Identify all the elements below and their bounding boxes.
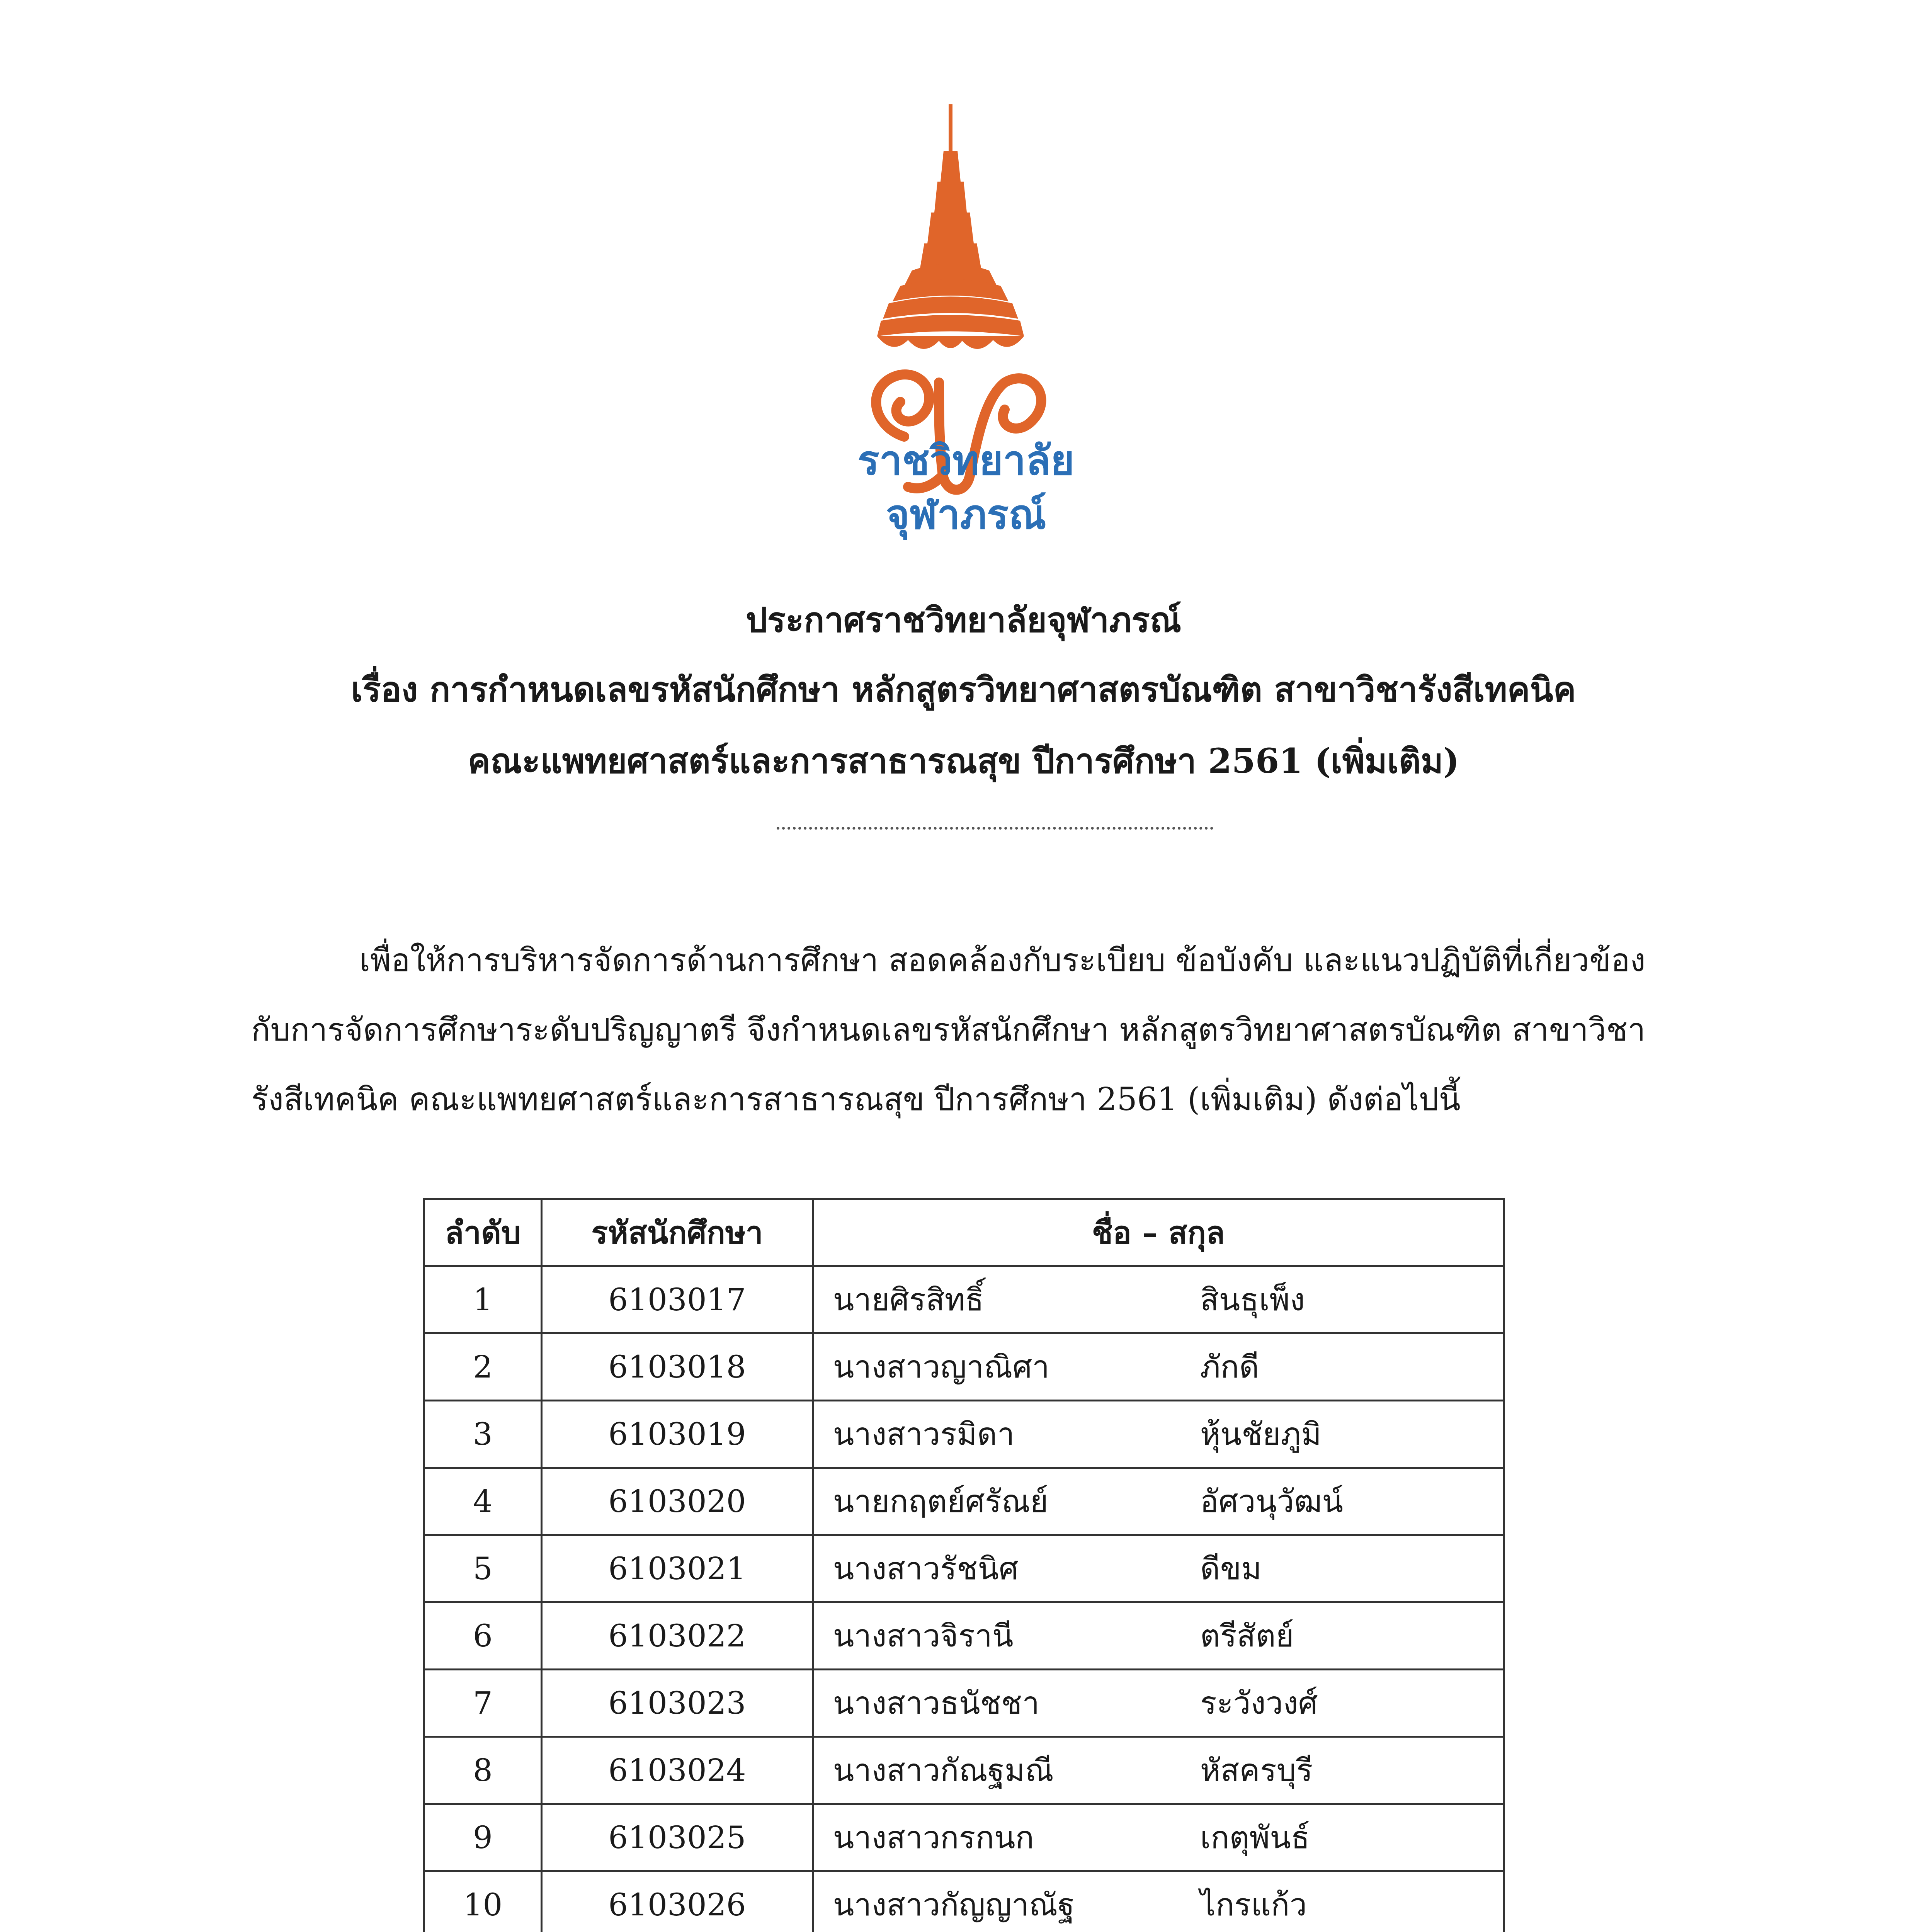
row-first-name: นางสาวรมิดา bbox=[833, 1416, 1015, 1452]
logo-text-line2: จุฬาภรณ์ bbox=[886, 491, 1046, 538]
row-last-name: หุ้นชัยภูมิ bbox=[1200, 1416, 1322, 1452]
row-name bbox=[813, 1401, 1504, 1468]
row-student-id: 6103024 bbox=[542, 1737, 813, 1804]
row-student-id: 6103025 bbox=[542, 1804, 813, 1871]
header-no: ลำดับ bbox=[424, 1199, 542, 1266]
row-no: 8 bbox=[424, 1737, 542, 1804]
announcement-subject: เรื่อง การกำหนดเลขรหัสนักศึกษา หลักสูตรวิทยาศาสตรบัณฑิต สาขาวิชารังสีเทคนิค bbox=[351, 669, 1576, 709]
row-student-id: 6103021 bbox=[542, 1535, 813, 1602]
row-student-id: 6103020 bbox=[542, 1468, 813, 1535]
row-last-name: ไกรแก้ว bbox=[1200, 1886, 1307, 1923]
table-row bbox=[424, 1804, 1504, 1871]
table-row bbox=[424, 1602, 1504, 1670]
row-no: 10 bbox=[424, 1871, 542, 1932]
row-name bbox=[813, 1670, 1504, 1737]
row-student-id: 6103023 bbox=[542, 1670, 813, 1737]
table-row bbox=[424, 1401, 1504, 1468]
table-header-row bbox=[424, 1199, 1504, 1266]
row-last-name: หัสครบุรี bbox=[1200, 1752, 1313, 1788]
row-last-name: ตรีสัตย์ bbox=[1200, 1617, 1294, 1654]
row-last-name: ดีขม bbox=[1200, 1550, 1262, 1587]
row-first-name: นางสาวญาณิศา bbox=[833, 1349, 1050, 1385]
row-name bbox=[813, 1468, 1504, 1535]
row-name bbox=[813, 1535, 1504, 1602]
row-last-name: สินธุเพ็ง bbox=[1200, 1281, 1305, 1318]
row-no: 3 bbox=[424, 1401, 542, 1468]
body-paragraph-line2: กับการจัดการศึกษาระดับปริญญาตรี จึงกำหนดเลขรหัสนักศึกษา หลักสูตรวิทยาศาสตรบัณฑิต สาขาวิชา bbox=[251, 1012, 1646, 1048]
row-no: 6 bbox=[424, 1602, 542, 1670]
row-no: 7 bbox=[424, 1670, 542, 1737]
row-no: 1 bbox=[424, 1266, 542, 1333]
row-last-name: ระวังวงศ์ bbox=[1200, 1685, 1318, 1721]
row-name bbox=[813, 1266, 1504, 1333]
row-name bbox=[813, 1871, 1504, 1932]
body-paragraph-line3: รังสีเทคนิค คณะแพทยศาสตร์และการสาธารณสุข ปีการศึกษา 2561 (เพิ่มเติม) ดังต่อไปนี้ bbox=[251, 1081, 1461, 1118]
table-row bbox=[424, 1670, 1504, 1737]
row-name bbox=[813, 1737, 1504, 1804]
row-first-name: นางสาวกัญญาณัฐ bbox=[833, 1886, 1075, 1923]
table-row bbox=[424, 1468, 1504, 1535]
table-row bbox=[424, 1871, 1504, 1932]
table-row bbox=[424, 1535, 1504, 1602]
row-no: 5 bbox=[424, 1535, 542, 1602]
row-student-id: 6103018 bbox=[542, 1333, 813, 1401]
row-last-name: ภักดี bbox=[1200, 1349, 1259, 1385]
announcement-title: ประกาศราชวิทยาลัยจุฬาภรณ์ bbox=[745, 600, 1182, 640]
row-student-id: 6103017 bbox=[542, 1266, 813, 1333]
row-student-id: 6103026 bbox=[542, 1871, 813, 1932]
logo-text-line1: ราชวิทยาลัย bbox=[857, 437, 1075, 484]
row-student-id: 6103022 bbox=[542, 1602, 813, 1670]
row-first-name: นางสาวรัชนิศ bbox=[833, 1550, 1019, 1587]
row-last-name: อัศวนุวัฒน์ bbox=[1200, 1483, 1344, 1519]
header-full-name: ชื่อ – สกุล bbox=[813, 1199, 1504, 1266]
row-name bbox=[813, 1804, 1504, 1871]
row-no: 2 bbox=[424, 1333, 542, 1401]
table-row bbox=[424, 1333, 1504, 1401]
row-first-name: นางสาวกัณฐมณี bbox=[833, 1752, 1054, 1788]
table-row bbox=[424, 1737, 1504, 1804]
table-row bbox=[424, 1266, 1504, 1333]
row-first-name: นายกฤตย์ศรัณย์ bbox=[833, 1483, 1048, 1519]
row-no: 9 bbox=[424, 1804, 542, 1871]
row-no: 4 bbox=[424, 1468, 542, 1535]
row-first-name: นายศิรสิทธิ์ bbox=[833, 1281, 984, 1318]
body-paragraph-line1: เพื่อให้การบริหารจัดการด้านการศึกษา สอดคล้องกับระเบียบ ข้อบังคับ และแนวปฏิบัติที่เกี่ยวข้อง bbox=[359, 942, 1646, 979]
row-first-name: นางสาวกรกนก bbox=[833, 1819, 1034, 1855]
row-student-id: 6103019 bbox=[542, 1401, 813, 1468]
row-name bbox=[813, 1333, 1504, 1401]
row-first-name: นางสาวธนัชชา bbox=[833, 1685, 1040, 1721]
row-first-name: นางสาวจิรานี bbox=[833, 1617, 1014, 1654]
student-table bbox=[423, 1198, 1505, 1932]
announcement-faculty: คณะแพทยศาสตร์และการสาธารณสุข ปีการศึกษา 2561 (เพิ่มเติม) bbox=[468, 741, 1459, 781]
row-last-name: เกตุพันธ์ bbox=[1200, 1819, 1310, 1855]
dotted-divider bbox=[777, 827, 1213, 830]
header-student-id: รหัสนักศึกษา bbox=[542, 1199, 813, 1266]
row-name bbox=[813, 1602, 1504, 1670]
